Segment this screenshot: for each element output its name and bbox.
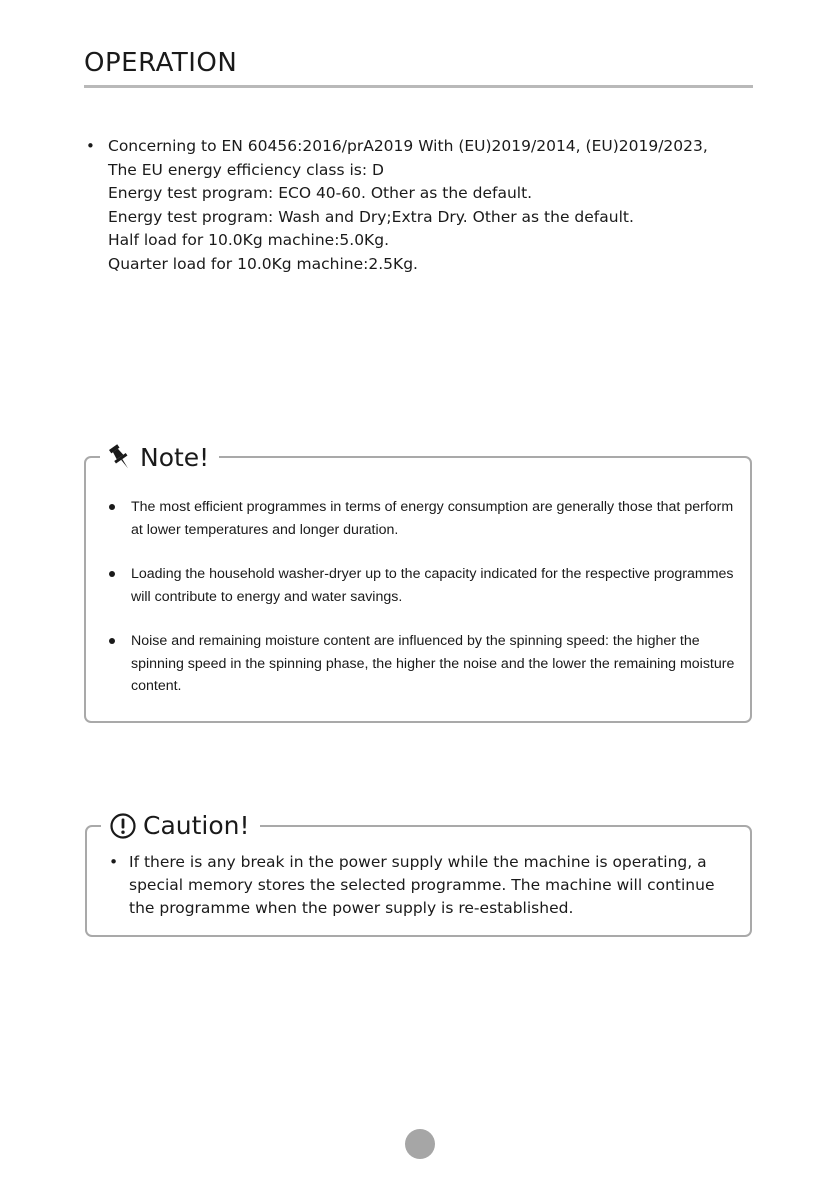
pushpin-icon — [108, 443, 132, 473]
caution-body — [109, 851, 739, 920]
bullet-icon: • — [86, 137, 95, 155]
note-header — [100, 441, 219, 475]
note-title: Note! — [140, 443, 210, 472]
note-item-text: The most efficient programmes in terms of energy consumption are generally those that perform at lower temperatures and longer duration. — [131, 499, 734, 538]
note-item-text: Noise and remaining moisture content are influenced by the spinning speed: the higher the spinning speed in the spinning phase, the higher the noise and the lower the remaining moisture content. — [131, 633, 735, 694]
page-number-badge — [405, 1129, 435, 1159]
spec-line: Energy test program: Wash and Dry;Extra Dry. Other as the default. — [108, 207, 634, 226]
bullet-icon — [109, 504, 115, 510]
spec-line: The EU energy efficiency class is: D — [108, 160, 384, 179]
bullet-icon: • — [109, 853, 119, 871]
bullet-icon — [109, 638, 115, 644]
list-item — [106, 630, 736, 698]
note-list — [106, 496, 736, 698]
caution-title: Caution! — [143, 811, 250, 840]
exclamation-circle-icon — [109, 812, 137, 840]
spec-line: Concerning to EN 60456:2016/prA2019 With (EU)2019/2014, (EU)2019/2023, — [108, 137, 708, 155]
spec-line: Half load for 10.0Kg machine:5.0Kg. — [108, 231, 389, 249]
page-title: OPERATION — [84, 48, 238, 78]
list-item — [106, 563, 736, 608]
note-item-text: Loading the household washer-dryer up to the capacity indicated for the respective programmes will contribute to energy and water savings. — [131, 566, 734, 605]
bullet-icon — [109, 571, 115, 577]
energy-spec-lines — [108, 135, 766, 276]
caution-box — [85, 811, 752, 937]
caution-text: If there is any break in the power supply while the machine is operating, a special memory stores the selected programme. The machine will continue the programme when the power supply is re-established. — [129, 853, 715, 917]
spec-line: Energy test program: ECO 40-60. Other as the default. — [108, 184, 533, 202]
list-item — [106, 496, 736, 541]
caution-header — [101, 809, 260, 843]
note-box — [84, 443, 752, 723]
spec-line: Quarter load for 10.0Kg machine:2.5Kg. — [108, 254, 418, 273]
energy-spec-block — [86, 135, 766, 276]
title-divider — [84, 85, 753, 88]
